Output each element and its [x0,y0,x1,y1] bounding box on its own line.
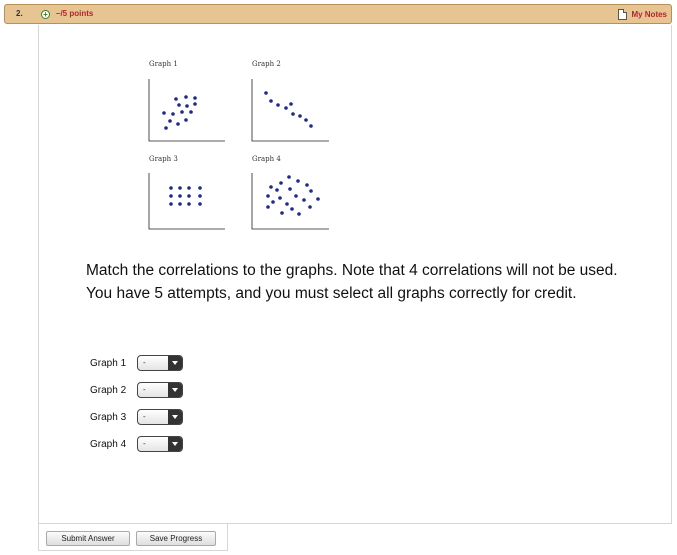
graph-1-select-label: Graph 1 [90,357,127,369]
question-prompt: Match the correlations to the graphs. Note that 4 correlations will not be used. You have 5 attempts, and you must select all graphs correctly for credit. [86,262,618,302]
graph-4-row [90,435,183,453]
graphs-figure [140,50,340,235]
graph-4-select[interactable] [137,436,183,452]
graph-2-select-value: - [143,385,146,394]
graph-3-row [90,408,183,426]
graph-4-title: Graph 4 [252,155,281,163]
graph-1-dots [162,95,197,130]
graph-2 [252,60,329,141]
graph-3-title: Graph 3 [149,155,178,163]
graph-2-row [90,381,183,399]
question-header [4,4,672,24]
graph-1-title: Graph 1 [149,60,178,68]
graph-1-select-value: - [143,358,146,367]
graph-1-select[interactable] [137,355,183,371]
graph-3 [149,155,225,229]
notes-page-icon [618,9,627,20]
dropdown-arrow-icon [168,437,182,451]
submit-answer-button[interactable]: Submit Answer [46,531,130,546]
graph-3-select[interactable] [137,409,183,425]
dropdown-arrow-icon [168,356,182,370]
my-notes-button[interactable] [618,8,667,21]
graph-3-axes [149,173,225,229]
expand-plus-icon[interactable]: + [41,10,50,19]
graph-4-select-label: Graph 4 [90,438,127,450]
graph-1 [149,60,225,141]
graph-4-dots [266,175,320,216]
dropdown-arrow-icon [168,383,182,397]
graph-4 [252,155,329,229]
graph-1-row [90,354,183,372]
graph-2-dots [264,91,313,128]
graph-2-select[interactable] [137,382,183,398]
question-number: 2. [16,9,23,18]
graph-2-title: Graph 2 [252,60,281,68]
graph-1-axes [149,79,225,141]
graph-2-select-label: Graph 2 [90,384,127,396]
graph-4-select-value: - [143,439,146,448]
graph-3-select-value: - [143,412,146,421]
graph-3-select-label: Graph 3 [90,411,127,423]
points-label: –/5 points [56,9,94,18]
save-progress-button[interactable]: Save Progress [136,531,216,546]
my-notes-label: My Notes [631,10,667,19]
graph-2-axes [252,79,329,141]
dropdown-arrow-icon [168,410,182,424]
graph-4-axes [252,173,329,229]
graph-3-dots [169,186,202,206]
